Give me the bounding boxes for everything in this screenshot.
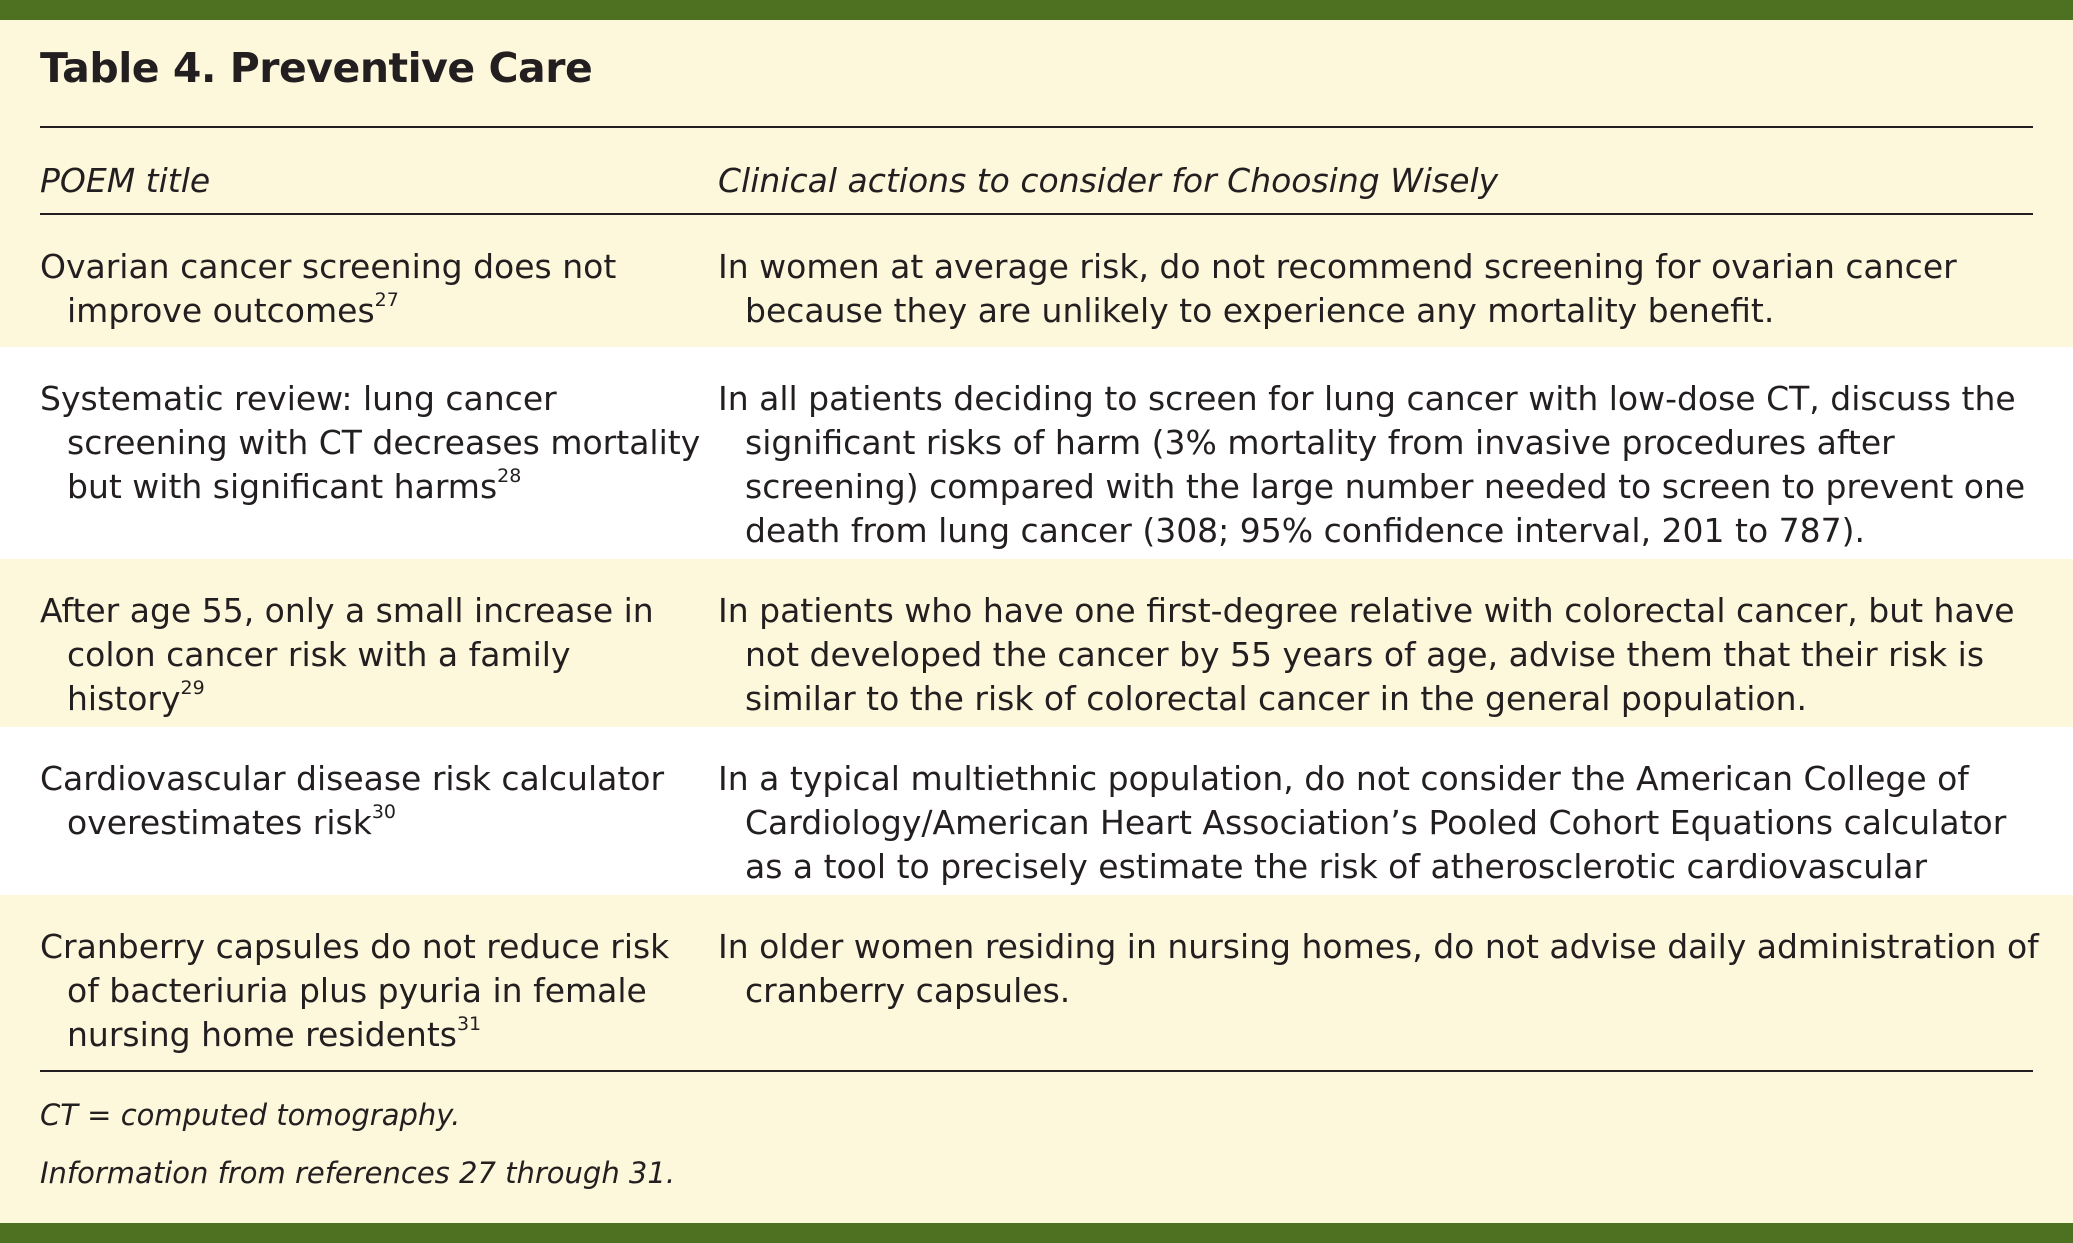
header-clinical-actions: Clinical actions to consider for Choosing Wisely <box>718 161 1499 200</box>
footnote-source: Information from references 27 through 31. <box>40 1156 676 1190</box>
poem-text: Cardiovascular disease risk calculator overestimates risk <box>40 759 665 842</box>
title-rule <box>40 126 2033 128</box>
action-cell: In women at average risk, do not recommend screening for ovarian cancer because they are unlikely to experience any mortality benefit. <box>718 247 1957 330</box>
poem-text: Systematic review: lung cancer screening with CT decreases mortality but with significant harms <box>40 379 701 506</box>
reference-superscript: 29 <box>180 677 205 699</box>
reference-superscript: 30 <box>371 801 396 823</box>
action-cell: In patients who have one first-degree relative with colorectal cancer, but have not developed the cancer by 55 years of age, advise them that their risk is similar to the risk of colorectal cancer in the general population. <box>718 591 2015 718</box>
poem-cell <box>40 245 707 333</box>
poem-text: Cranberry capsules do not reduce risk of bacteriuria plus pyuria in female nursing home residents <box>40 927 670 1054</box>
table-row <box>0 559 2073 727</box>
reference-superscript: 31 <box>456 1013 482 1035</box>
poem-cell <box>40 377 707 509</box>
bottom-rule <box>40 1070 2033 1072</box>
table-row <box>0 727 2073 895</box>
poem-cell <box>40 589 707 721</box>
footnote-abbreviation: CT = computed tomography. <box>40 1098 461 1132</box>
reference-superscript: 28 <box>497 465 522 487</box>
poem-text: After age 55, only a small increase in colon cancer risk with a family history <box>40 591 654 718</box>
table-row <box>0 347 2073 559</box>
action-cell: In a typical multiethnic population, do not consider the American College of Cardiology/American Heart Association’s Pooled Cohort Equations calculator as a tool to precisely estimate the risk of atherosclerotic cardiovascular <box>718 759 2007 886</box>
table-title: Table 4. Preventive Care <box>40 44 593 92</box>
action-cell: In all patients deciding to screen for lung cancer with low-dose CT, discuss the significant risks of harm (3% mortality from invasive procedures after screening) compared with the large number needed to screen to prevent one death from lung cancer (308; 95% confidence interval, 201 to 787). <box>718 379 2026 550</box>
header-poem-title: POEM title <box>40 161 211 200</box>
poem-cell <box>40 925 707 1057</box>
poem-cell <box>40 757 707 845</box>
reference-superscript: 27 <box>374 289 399 311</box>
top-band <box>0 0 2073 20</box>
bottom-band <box>0 1223 2073 1243</box>
poem-text: Ovarian cancer screening does not improve outcomes <box>40 247 617 330</box>
table-row <box>0 895 2073 1070</box>
table-row <box>0 215 2073 347</box>
action-cell: In older women residing in nursing homes, do not advise daily administration of cranberry capsules. <box>718 927 2039 1010</box>
